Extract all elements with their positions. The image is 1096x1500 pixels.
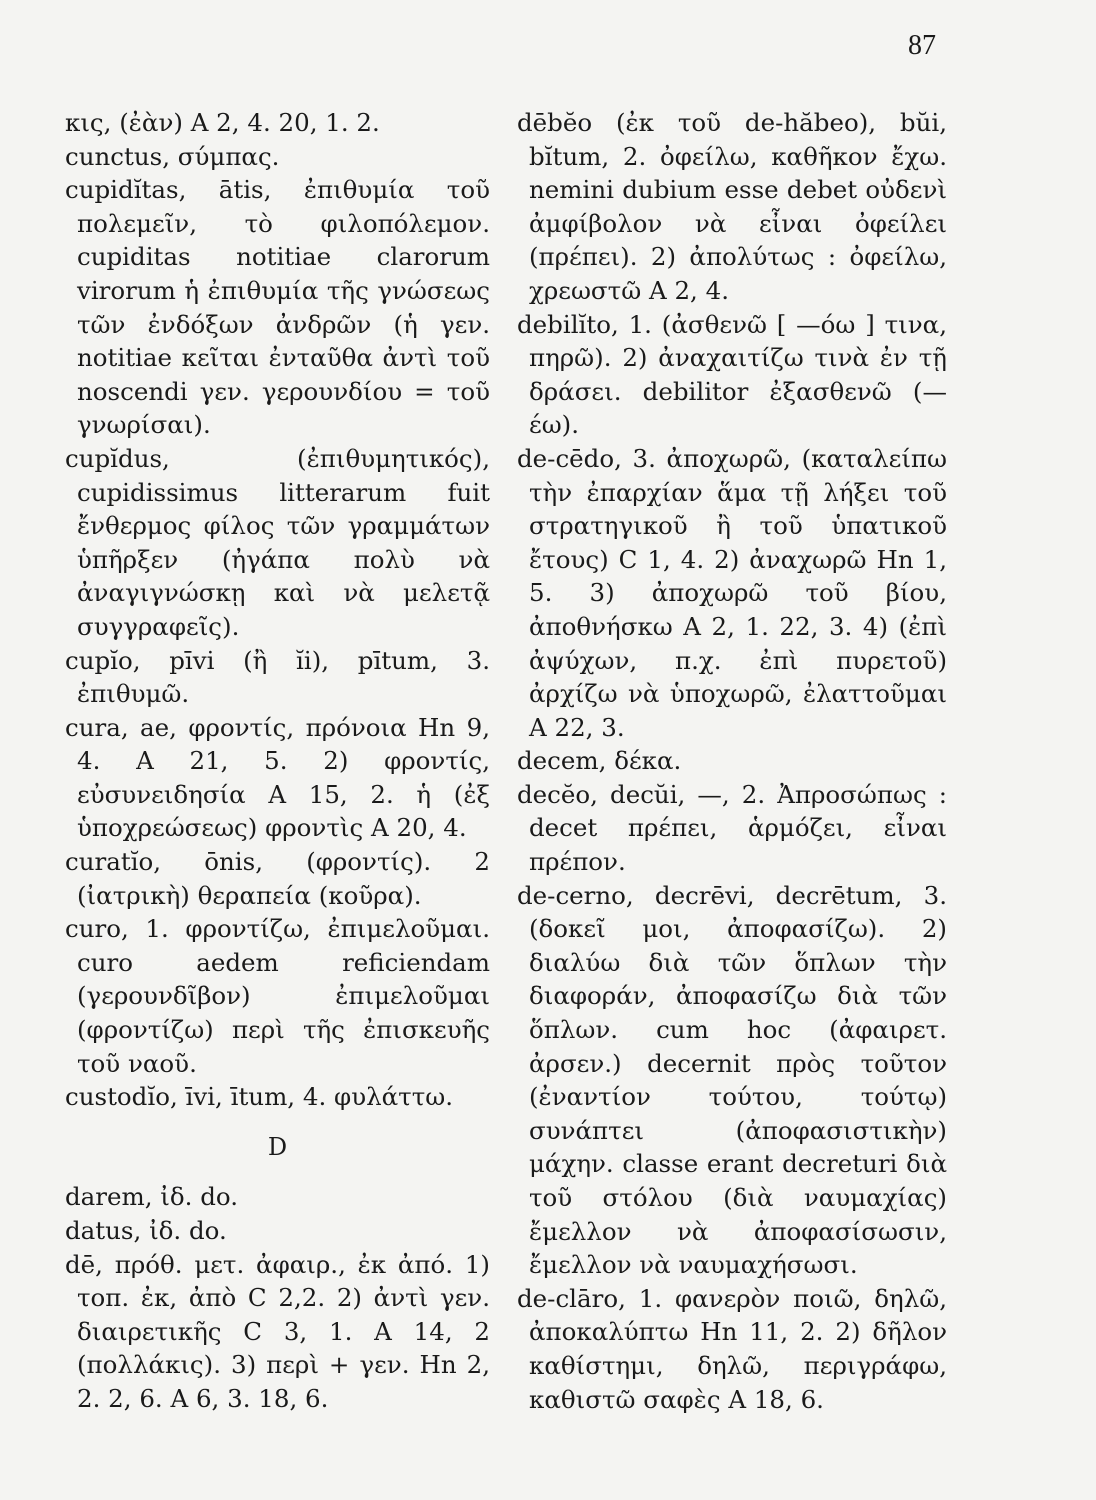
dictionary-entry: de-cerno, decrēvi, decrētum, 3. (δοκεῖ μοι, ἀποφασίζω). 2) διαλύω διὰ τῶν ὅπλων τὴν διαφοράν, ἀποφασίζω διὰ τῶν ὅπλων. cum hoc (ἀφαιρετ. ἀρσεν.) decernit πρὸς τοῦτον (ἐναντίον τούτου, τούτῳ) συνάπτει (ἀποφασιστικὴν) μάχην. classe erant decreturi διὰ τοῦ στόλου (διὰ ναυμαχίας) ἔμελλον νὰ ἀποφασίσωσιν, ἔμελλον νὰ ναυμαχήσωσι. (517, 880, 947, 1280)
dictionary-entry: cura, ae, φροντίς, πρόνοια Hn 9, 4. A 21, 5. 2) φροντίς, εὐσυνειδησία A 15, 2. ἡ (ἐξ ὑποχρεώσεως) φροντὶς A 20, 4. (65, 712, 490, 843)
section-letter-heading: D (267, 1132, 288, 1161)
dictionary-entry: cupidĭtas, ātis, ἐπιθυμία τοῦ πολεμεῖν, τὸ φιλοπόλεμον. cupiditas notitiae clarorum virorum ἡ ἐπιθυμία τῆς γνώσεως τῶν ἐνδόξων ἀνδρῶν (ἡ γεν. notitiae κεῖται ἐνταῦθα ἀντὶ τοῦ noscendi γεν. γερουνδίου = τοῦ γνωρίσαι). (65, 175, 490, 440)
dictionary-entry: dē, πρόθ. μετ. ἀφαιρ., ἐκ ἀπό. 1) τοπ. ἐκ, ἀπὸ C 2,2. 2) ἀντὶ γεν. διαιρετικῆς C 3, 1. A 14, 2 (πολλάκις). 3) περὶ + γεν. Hn 2, 2. 2, 6. A 6, 3. 18, 6. (65, 1249, 490, 1413)
left-column (65, 106, 490, 1416)
right-column (517, 106, 947, 1416)
dictionary-entry: debilĭto, 1. (ἀσθενῶ [ —όω ] τινα, πηρῶ). 2) ἀναχαιτίζω τινὰ ἐν τῇ δράσει. debilitor ἐξασθενῶ (—έω). (517, 309, 947, 440)
dictionary-entry: curo, 1. φροντίζω, ἐπιμελοῦμαι. curo aedem reficiendam (γερουνδῖβον) ἐπιμελοῦμαι (φροντίζω) περὶ τῆς ἐπισκευῆς τοῦ ναοῦ. (65, 914, 490, 1078)
dictionary-entry: decĕo, decŭi, —, 2. Ἀπροσώπως : decet πρέπει, ἁρμόζει, εἶναι πρέπον. (517, 779, 947, 877)
dictionary-entry: cupĭdus, (ἐπιθυμητικός), cupidissimus litterarum fuit ἔνθερμος φίλος τῶν γραμμάτων ὑπῆρξεν (ἠγάπα πολὺ νὰ ἀναγιγνώσκῃ καὶ νὰ μελετᾷ συγγραφεῖς). (65, 443, 490, 641)
dictionary-entry: cupĭo, pīvi (ἢ ĭi), pītum, 3. ἐπιθυμῶ. (65, 645, 490, 709)
dictionary-entry: curatĭo, ōnis, (φροντίς). 2 (ἰατρικὴ) θεραπεία (κοῦρα). (65, 847, 490, 910)
dictionary-entry: darem, ἰδ. do. (65, 1182, 239, 1212)
dictionary-entry: de-clāro, 1. φανερὸν ποιῶ, δηλῶ, ἀποκαλύπτω Hn 11, 2. 2) δῆλον καθίστημι, δηλῶ, περιγράφω, καθιστῶ σαφὲς A 18, 6. (517, 1283, 947, 1414)
dictionary-entry: cunctus, σύμπας. (65, 141, 280, 171)
dictionary-entry: κις, (ἐὰν) A 2, 4. 20, 1. 2. (65, 108, 380, 137)
dictionary-entry: decem, δέκα. (517, 746, 682, 776)
dictionary-entry: de-cēdo, 3. ἀποχωρῶ, (καταλείπω τὴν ἐπαρχίαν ἅμα τῇ λήξει τοῦ στρατηγικοῦ ἢ τοῦ ὑπατικοῦ ἔτους) C 1, 4. 2) ἀναχωρῶ Hn 1, 5. 3) ἀποχωρῶ τοῦ βίου, ἀποθνήσκω A 2, 1. 22, 3. 4) (ἐπὶ ἀψύχων, π.χ. ἐπὶ πυρετοῦ) ἀρχίζω νὰ ὑποχωρῶ, ἐλαττοῦμαι A 22, 3. (517, 443, 947, 742)
page-number: 87 (908, 30, 936, 61)
dictionary-entry: dēbĕo (ἐκ τοῦ de-hăbeo), bŭi, bĭtum, 2. ὀφείλω, καθῆκον ἔχω. nemini dubium esse debet οὐδενὶ ἀμφίβολον νὰ εἶναι ὀφείλει (πρέπει). 2) ἀπολύτως : ὀφείλω, χρεωστῶ A 2, 4. (517, 108, 947, 305)
dictionary-entry: datus, ἰδ. do. (65, 1216, 227, 1245)
dictionary-entry: custodĭo, īvi, ītum, 4. φυλάττω. (65, 1082, 454, 1112)
